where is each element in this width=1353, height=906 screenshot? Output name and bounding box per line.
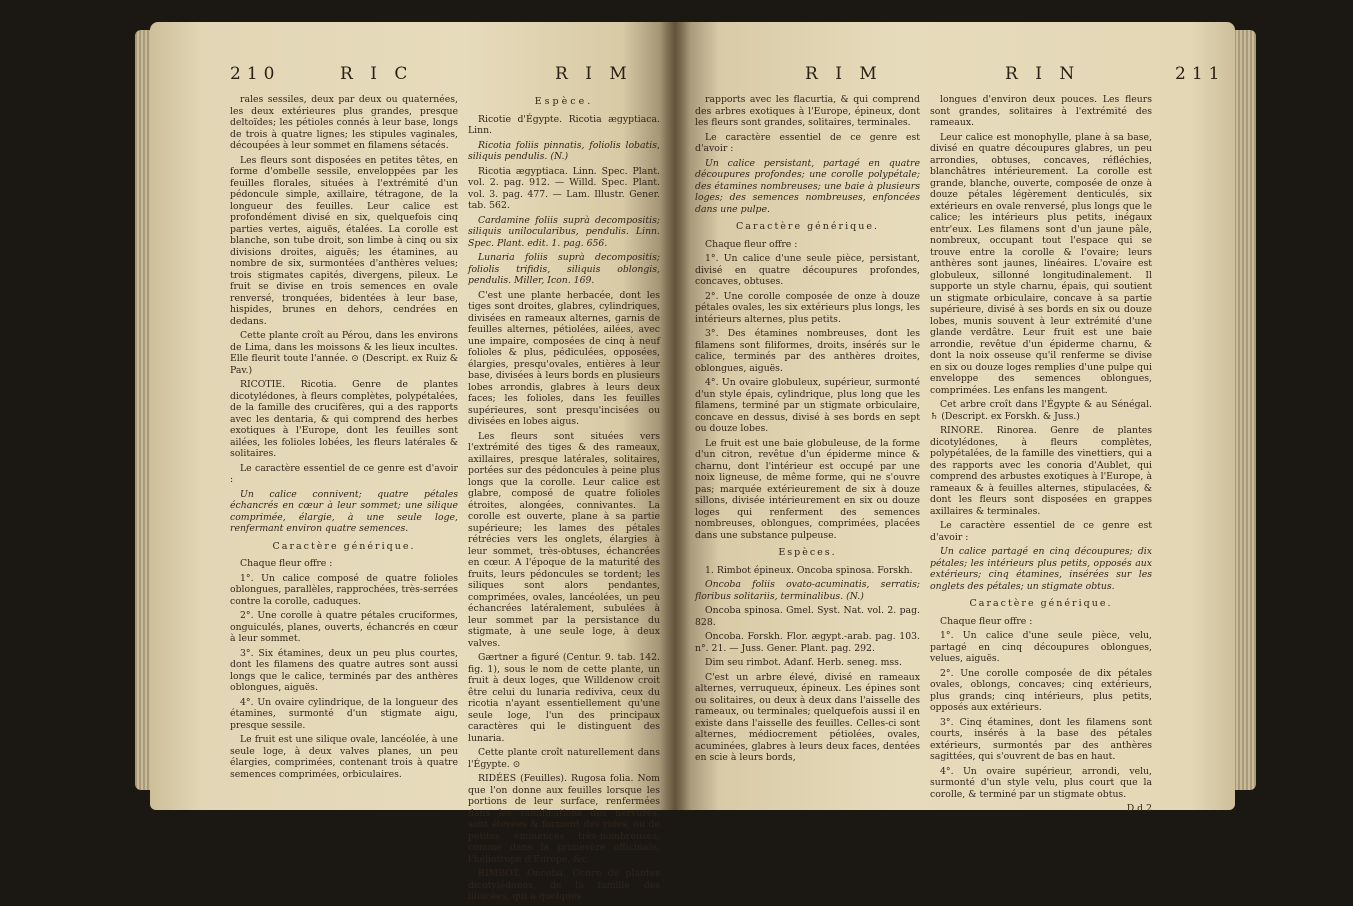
right-page-edges: [1234, 30, 1256, 790]
paragraph: 1°. Un calice d'une seule pièce, velu, partagé en cinq découpures oblongues, velues, aiguës.: [930, 630, 1152, 664]
paragraph: Un calice persistant, partagé en quatre découpures profondes; une corolle polypétale; des étamines nombreuses; une baie à plusieurs loges; des semences nombreuses, enfoncées dans une pulpe.: [695, 157, 920, 215]
paragraph: 1. Rimbot épineux. Oncoba spinosa. Forskh.: [705, 564, 913, 576]
right-running-head-left: R I M: [805, 64, 883, 84]
paragraph: 4°. Un ovaire cylindrique, de la longueur des étamines, surmonté d'un stigmate aigu, presque sessile.: [230, 696, 458, 731]
right-column-1: [695, 94, 920, 767]
left-column-1: [230, 94, 458, 783]
paragraph: longues d'environ deux pouces. Les fleurs sont grandes, solitaires à l'extrémité des rameaux.: [930, 94, 1152, 128]
section-heading: Caractère générique.: [736, 221, 879, 232]
paragraph: 1°. Un calice composé de quatre folioles oblongues, parallèles, rapprochées, très-serrées contre la corolle, caduques.: [230, 572, 458, 607]
section-heading: Caractère générique.: [272, 540, 416, 552]
paragraph: Chaque fleur offre :: [940, 615, 1033, 627]
paragraph: Ricotia ægyptiaca. Linn. Spec. Plant. vol. 2. pag. 912. — Willd. Spec. Plant. vol. 3. pag. 477. — Lam. Illustr. Gener. tab. 562.: [468, 165, 660, 211]
right-column-2: [930, 94, 1152, 818]
paragraph: 2°. Une corolle à quatre pétales cruciformes, onguiculés, planes, ouverts, échancrés en cœur à leur sommet.: [230, 610, 458, 644]
left-running-head: R I C: [340, 64, 414, 84]
paragraph: Le fruit est une silique ovale, lancéolée, à une seule loge, à deux valves planes, un peu élargies, comprimées, contenant trois à quatre semences comprimées, orbiculaires.: [230, 734, 458, 780]
paragraph: Oncoba foliis ovato-acuminatis, serratis; floribus solitariis, terminalibus. (N.): [695, 579, 920, 602]
right-running-head: R I N: [1005, 64, 1081, 84]
paragraph: C'est une plante herbacée, dont les tiges sont droites, glabres, cylindriques, divisées en rameaux alternes, garnis de feuilles alternes, pétiolées, ailées, avec une impaire, composées de cinq à neuf folioles & plus, pédiculées, opposées, élargies, presqu'ovales, entières à leur base, divisées à leurs bords en plusieurs lobes arrondis, glabres à leurs deux faces; les folioles, dans les feuilles supérieures, sont presqu'incisées ou divisées en lobes aigus.: [468, 289, 660, 427]
paragraph: 2°. Une corolle composée de onze à douze pétales ovales, les six extérieurs plus longs, les intérieurs alternes, plus petits.: [695, 290, 920, 325]
right-page-number: 211: [1175, 64, 1226, 84]
paragraph: 4°. Un ovaire globuleux, supérieur, surmonté d'un style épais, cylindrique, plus long que les filamens, terminé par un stigmate orbiculaire, concave en dessus, divisé à ses bords en sept ou douze lobes.: [695, 377, 920, 434]
paragraph: Leur calice est monophylle, plane à sa base, divisé en quatre découpures glabres, un peu arrondies, obtuses, concaves, réfléchies, blanchâtres intérieurement. La corolle est grande, blanche, ouverte, composée de onze à douze pétales légèrement denticulés, six extérieurs en ovale renversé, plus longs que le calice; les intérieurs plus petits, inégaux entr'eux. Les filamens sont d'un jaune pâle, nombreux, occupant tout l'espace qui se trouve entre la corolle & l'ovaire; leurs anthères sont jaunes, linéaires. L'ovaire est globuleux, sillonné longitudinalement. Il supporte un style charnu, épais, qui soutient un stigmate orbiculaire, concave à sa partie supérieure, divisé à ses bords en six ou douze lobes, munis souvent à leur extrémité d'une glande verdâtre. Leur fruit est une baie arrondie, revêtue d'un épiderme charnu, & dont la noix osseuse qu'il renferme se divise en six ou douze loges remplies d'une pulpe qui enveloppe des semences oblongues, comprimées. Les enfans les mangent.: [930, 131, 1152, 396]
paragraph: Les fleurs sont situées vers l'extrémité des tiges & des rameaux, axillaires, presque latérales, solitaires, portées sur des pédoncules à peine plus longs que la corolle. Leur calice est glabre, composé de quatre folioles étroites, alongées, connivantes. La corolle est ouverte, plane à sa partie supérieure; les lames des pétales rétrécies vers les onglets, élargies à leur sommet, très-obtuses, échancrées en cœur. A l'époque de la maturité des fruits, leurs pédoncules se tordent; les siliques sont alors pendantes, comprimées, ovales, lancéolées, un peu échancrées latéralement, subulées à leur sommet par la persistance du stigmate, à une seule loge, à deux valves.: [468, 430, 660, 649]
paragraph: rapports avec les flacurtia, & qui comprend des arbres exotiques à l'Europe, épineux, dont les fleurs sont grandes, solitaires, terminales.: [695, 94, 920, 128]
section-heading: Espèce.: [534, 96, 594, 107]
left-page-edges: [135, 30, 151, 790]
paragraph: Gærtner a figuré (Centur. 9. tab. 142. fig. 1), sous le nom de cette plante, un fruit à deux loges, que Willdenow croit être celui du lunaria rediviva, ceux du ricotia n'ayant essentiellement qu'une seule loge, l'un des principaux caractères qui le distinguent des lunaria.: [468, 652, 660, 744]
paragraph: RICOTIE. Ricotia. Genre de plantes dicotylédones, à fleurs complètes, polypétalées, de la famille des crucifères, qui a des rapports avec les dentaria, & qui comprend des herbes exotiques à l'Europe, dont les feuilles sont ailées, les folioles lobées, les fleurs latérales & solitaires.: [230, 379, 458, 459]
paragraph: 3°. Cinq étamines, dont les filamens sont courts, insérés à la base des pétales extérieurs, surmontés par des anthères sagittées, qui s'ouvrent de bas en haut.: [930, 716, 1152, 762]
paragraph: Oncoba spinosa. Gmel. Syst. Nat. vol. 2. pag. 828.: [695, 605, 920, 628]
paragraph: 4°. Un ovaire supérieur, arrondi, velu, surmonté d'un style velu, plus court que la corolle, & terminé par un stigmate obtus.: [930, 765, 1152, 800]
paragraph: Cette plante croît naturellement dans l'Égypte. ⊙: [468, 747, 660, 770]
paragraph: RIDÉES (Feuilles). Rugosa folia. Nom que l'on donne aux feuilles lorsque les portions de leur surface, renfermées dans les ramifications des nervures, sont élevées & forment des rides, ou de petites éminences très-nombreuses, comme dans la primevère officinale, l'héliotrope d'Europe, &c.: [468, 773, 660, 865]
paragraph: Un calice partagé en cinq découpures; dix pétales; les intérieurs plus petits, opposés aux extérieurs; cinq étamines, insérées sur les onglets des pétales; un stigmate obtus.: [930, 546, 1152, 592]
paragraph: Les fleurs sont disposées en petites têtes, en forme d'ombelle sessile, enveloppées par les feuilles florales, situées à l'extrémité d'un pédoncule simple, axillaire, tétragone, de la longueur des feuilles. Leur calice est profondément divisé en six, quelquefois cinq parties vertes, aiguës, étalées. La corolle est blanche, son tube droit, son limbe à cinq ou six divisions droites, aiguës; les étamines, au nombre de six, surmontées d'anthères velues; trois stigmates capités, divergens, pileux. Le fruit se divise en trois semences en ovale renversé, tronquées, bidentées à leur base, hispides, brunes en dehors, cendrées en dedans.: [230, 154, 458, 327]
paragraph: Un calice connivent; quatre pétales échancrés en cœur à leur sommet; une silique comprimée, élargie, à une seule loge, renfermant environ quatre semences.: [230, 488, 458, 534]
paragraph: Lunaria foliis suprà decompositis; foliolis trifidis, siliquis oblongis, pendulis. Miller, Icon. 169.: [468, 252, 660, 286]
book-gutter: [660, 22, 690, 810]
paragraph: RIMBOT. Oncoba. Genre de plantes dicotylédones, de la famille des liliacées, qui a quelques: [468, 868, 660, 902]
paragraph: Le caractère essentiel de ce genre est d'avoir :: [930, 520, 1152, 543]
left-page-number: 210: [230, 64, 281, 84]
paragraph: Oncoba. Forskh. Flor. ægypt.-arab. pag. 103. n°. 21. — Juss. Gener. Plant. pag. 292.: [695, 631, 920, 654]
paragraph: Cet arbre croît dans l'Égypte & au Sénégal. ♄ (Descript. ex Forskh. & Juss.): [930, 399, 1152, 422]
left-page: [150, 22, 675, 902]
paragraph: Cardamine foliis suprà decompositis; siliquis unilocularibus, pendulis. Linn. Spec. Plant. edit. 1. pag. 656.: [468, 214, 660, 249]
section-heading: Espèces.: [778, 547, 837, 558]
paragraph: 2°. Une corolle composée de dix pétales ovales, oblongs, concaves; cinq extérieurs, plus grands; cinq intérieurs, plus petits, opposés aux extérieurs.: [930, 667, 1152, 713]
right-page: [675, 22, 1235, 814]
paragraph: Chaque fleur offre :: [240, 558, 333, 569]
paragraph: Le caractère essentiel de ce genre est d'avoir :: [695, 131, 920, 154]
section-heading: Caractère générique.: [969, 598, 1113, 609]
signature-mark: D d 2: [1126, 803, 1152, 814]
paragraph: Le caractère essentiel de ce genre est d'avoir :: [230, 462, 458, 485]
paragraph: Ricotie d'Égypte. Ricotia ægyptiaca. Linn.: [468, 113, 660, 136]
paragraph: 3°. Des étamines nombreuses, dont les filamens sont filiformes, droits, insérés sur le calice, terminés par des anthères droites, oblongues, aiguës.: [695, 328, 920, 374]
paragraph: C'est un arbre élevé, divisé en rameaux alternes, verruqueux, épineux. Les épines sont ou solitaires, ou deux à deux dans l'aisselle des rameaux, ou terminales; quelquefois aussi il en existe dans l'aisselle des feuilles. Celles-ci sont alternes, médiocrement pétiolées, ovales, acuminées, glabres à leurs deux faces, dentées en scie à leurs bords,: [695, 671, 920, 763]
paragraph: Ricotia foliis pinnatis, foliolis lobatis, siliquis pendulis. (N.): [468, 139, 660, 162]
paragraph: Le fruit est une baie globuleuse, de la forme d'un citron, revêtue d'un épiderme mince & charnu, dont l'intérieur est occupé par une noix ligneuse, de même forme, qui ne s'ouvre pas; marquée extérieurement de six à douze sillons, divisée intérieurement en six ou douze loges qui renferment des semences nombreuses, oblongues, comprimées, placées dans une substance pulpeuse.: [695, 437, 920, 541]
paragraph: rales sessiles, deux par deux ou quaternées, les deux extérieures plus grandes, presque deltoïdes; les pétioles connés à leur base, longs de trois à quatre lignes; les stipules vaginales, découpées à leur sommet en filamens sétacés.: [230, 94, 458, 151]
paragraph: 1°. Un calice d'une seule pièce, persistant, divisé en quatre découpures profondes, concaves, obtuses.: [695, 253, 920, 287]
paragraph: Dim seu rimbot. Adanf. Herb. seneg. mss.: [705, 657, 902, 668]
paragraph: Chaque fleur offre :: [705, 238, 798, 250]
paragraph: RINORE. Rinorea. Genre de plantes dicotylédones, à fleurs complètes, polypétalées, de la famille des vinettiers, qui a des rapports avec les conoria d'Aublet, qui comprend des arbustes exotiques à l'Europe, à rameaux & à feuilles alternes, stipulacées, & dont les fleurs sont disposées en grappes axillaires & terminales.: [930, 425, 1152, 517]
left-column-2: [468, 94, 660, 906]
paragraph: 3°. Six étamines, deux un peu plus courtes, dont les filamens des quatre autres sont aussi longs que le calice, terminés par des anthères oblongues, aiguës.: [230, 647, 458, 693]
left-running-head-right: R I M: [555, 64, 633, 84]
paragraph: Cette plante croît au Pérou, dans les environs de Lima, dans les moissons & les lieux incultes. Elle fleurit toute l'année. ⊙ (Descript. ex Ruiz & Pav.): [230, 330, 458, 376]
